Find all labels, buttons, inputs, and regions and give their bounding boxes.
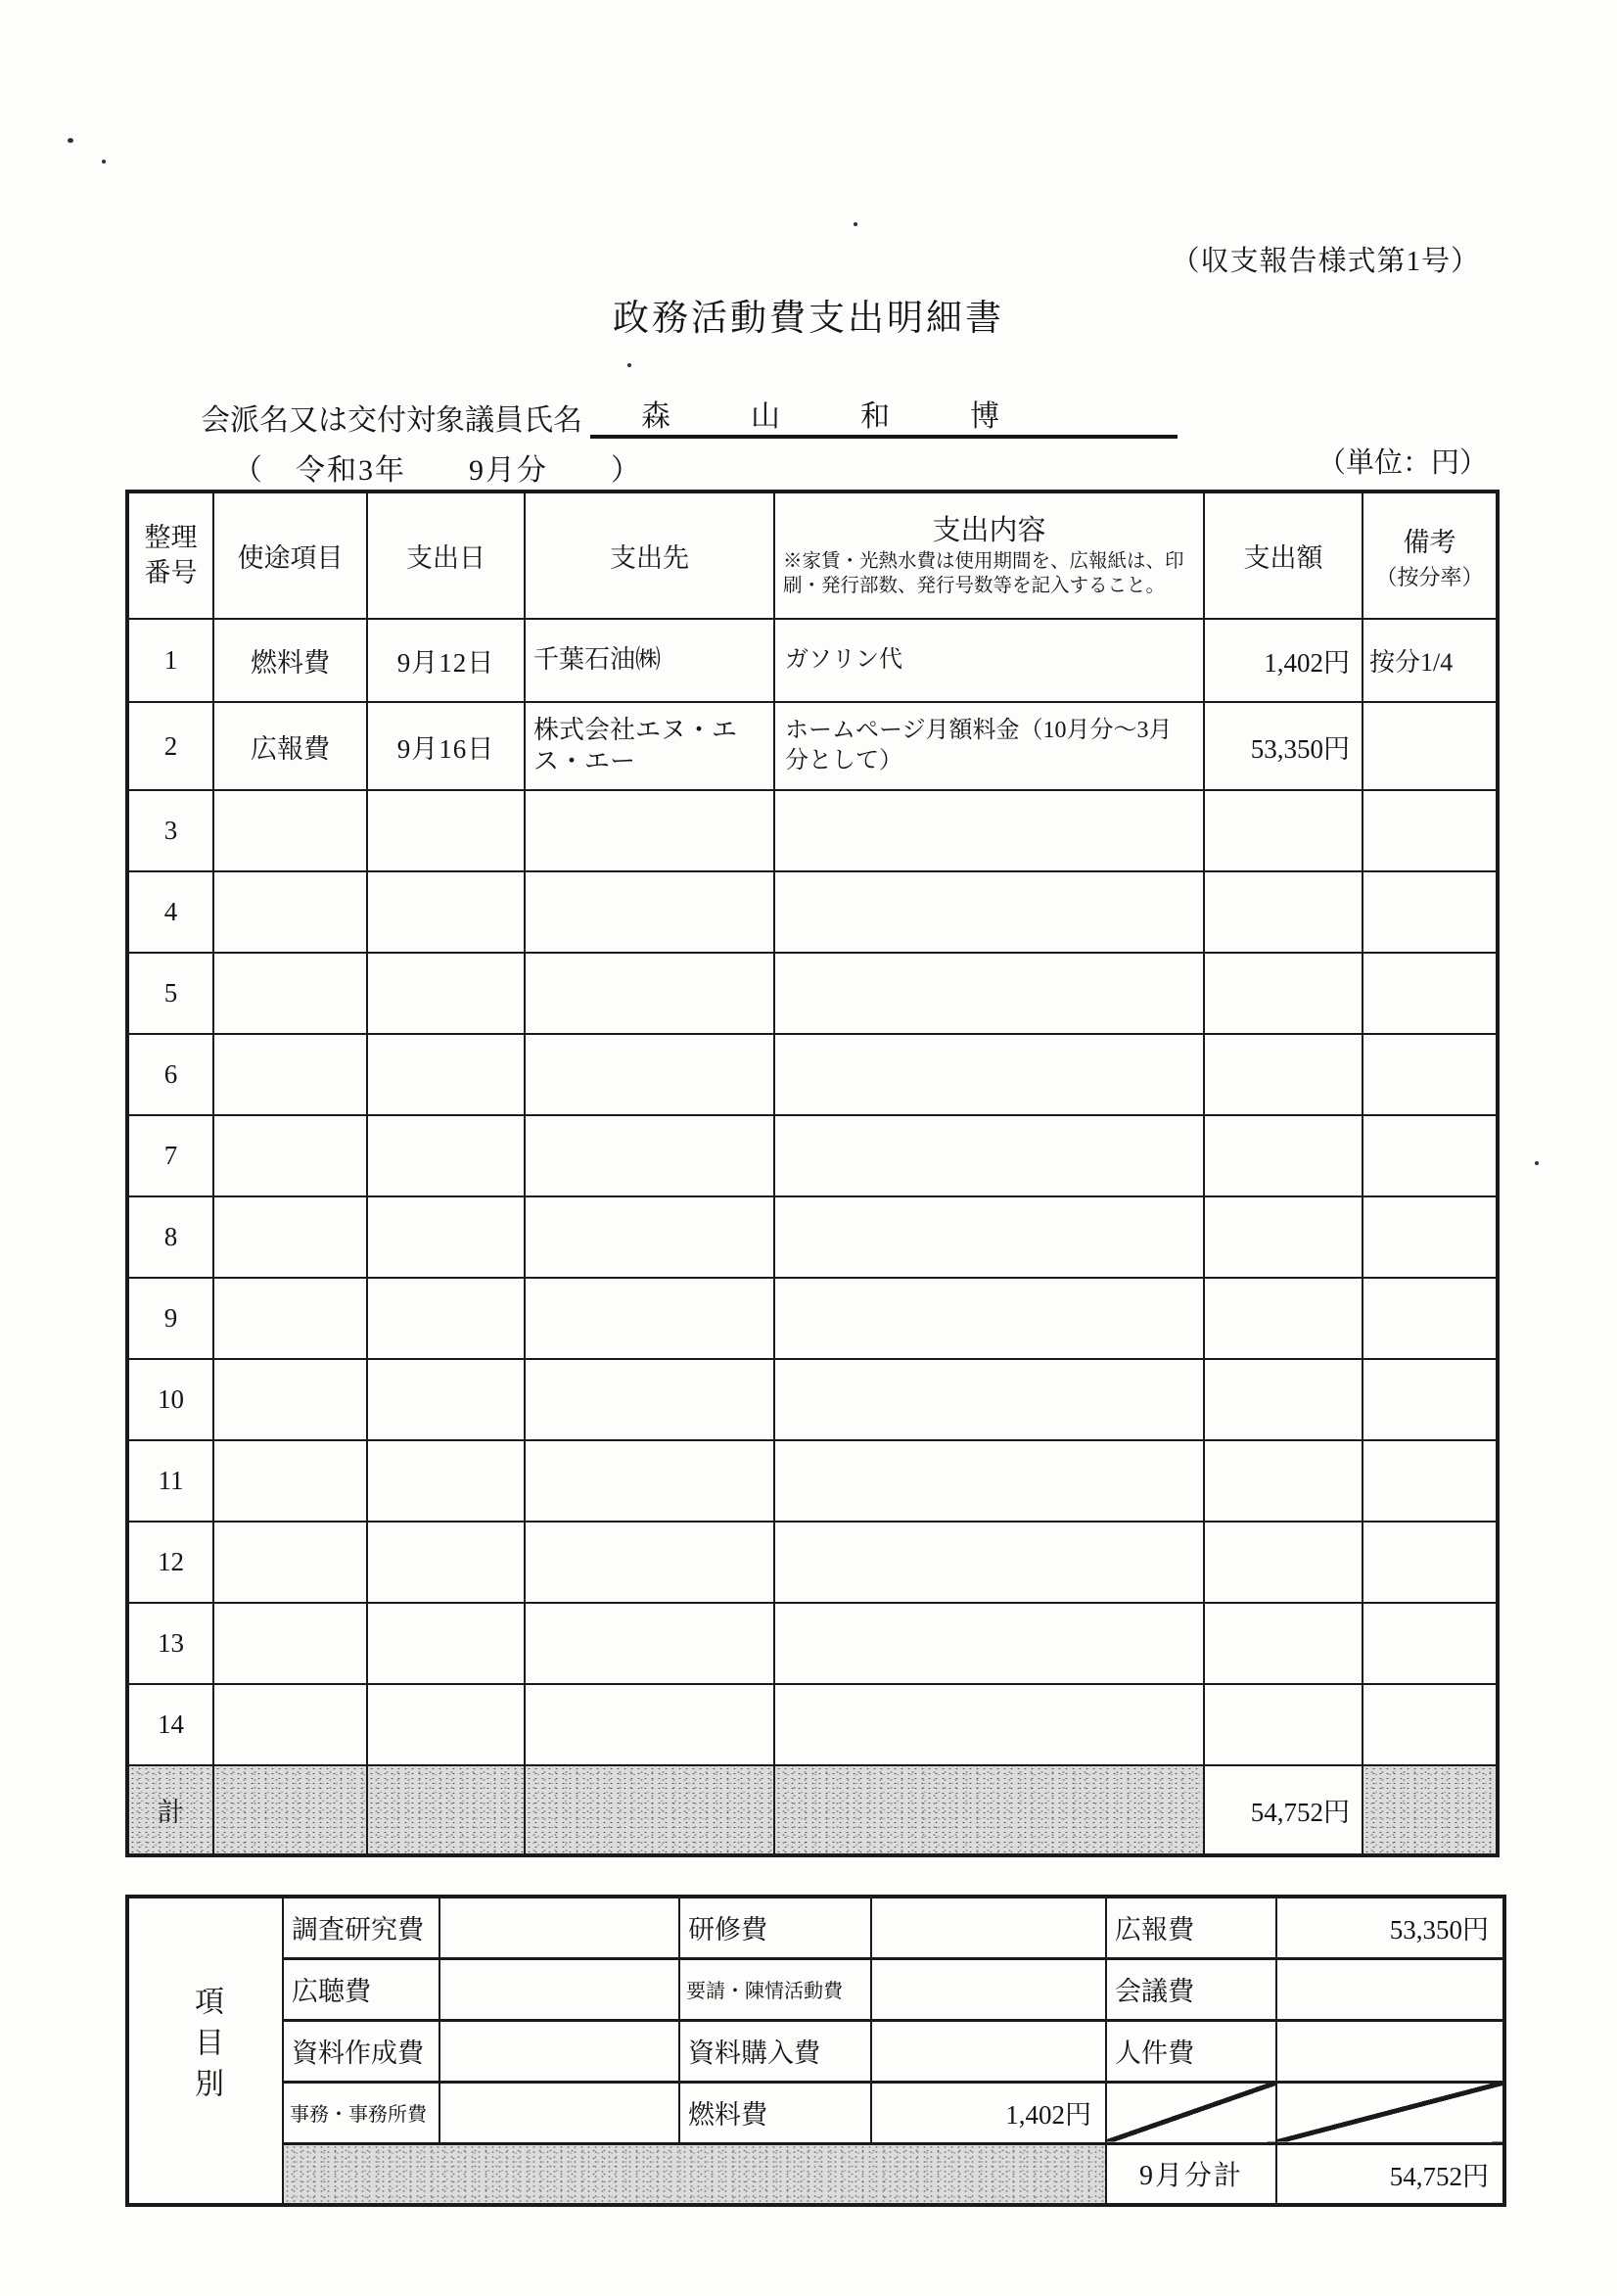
summary-value-cell — [1276, 2020, 1504, 2082]
scan-speck — [1535, 1161, 1539, 1165]
expense-row — [127, 702, 1498, 790]
cell-payee — [525, 953, 774, 1034]
summary-label-cell: 会議費 — [1106, 1958, 1276, 2020]
summary-value-cell — [439, 1958, 679, 2020]
cell-payee — [525, 790, 774, 871]
cell-content — [774, 1440, 1204, 1522]
cell-payee — [525, 1034, 774, 1115]
expense-row — [127, 1684, 1498, 1765]
cell-date — [367, 1522, 525, 1603]
cell-amount — [1204, 871, 1363, 953]
expense-header-row — [127, 492, 1498, 619]
summary-value-cell — [871, 1897, 1106, 1958]
cell-content — [774, 1196, 1204, 1278]
header-remarks-note: （按分率） — [1375, 564, 1484, 589]
summary-label-cell: 人件費 — [1106, 2020, 1276, 2082]
cell-no: 11 — [127, 1440, 213, 1522]
cell-no: 2 — [127, 702, 213, 790]
cell-date — [367, 953, 525, 1034]
cell-category — [213, 1440, 367, 1522]
cell-category — [213, 953, 367, 1034]
cell-date — [367, 1278, 525, 1359]
summary-side-label: 項目別 — [190, 1986, 222, 2109]
summary-total-shaded-cell — [283, 2143, 1106, 2205]
cell-remarks — [1363, 790, 1498, 871]
expense-row — [127, 790, 1498, 871]
cell-content — [774, 1684, 1204, 1765]
cell-content — [774, 953, 1204, 1034]
cell-no: 13 — [127, 1603, 213, 1684]
cell-category — [213, 1278, 367, 1359]
cell-amount — [1204, 1278, 1363, 1359]
summary-label-cell: 研修費 — [679, 1897, 871, 1958]
cell-amount: 1,402円 — [1204, 619, 1363, 702]
cell-content — [774, 1359, 1204, 1440]
cell-category — [213, 1115, 367, 1196]
cell-date — [367, 1603, 525, 1684]
cell-category — [213, 1196, 367, 1278]
cell-content — [774, 1115, 1204, 1196]
cell-content — [774, 1034, 1204, 1115]
summary-label-cell: 燃料費 — [679, 2082, 871, 2143]
summary-row-3 — [127, 2020, 1504, 2082]
cell-no: 10 — [127, 1359, 213, 1440]
cell-amount — [1204, 1196, 1363, 1278]
cell-remarks — [1363, 1115, 1498, 1196]
summary-value-cell — [871, 1958, 1106, 2020]
summary-struck-cell — [1276, 2082, 1504, 2143]
header-content-note: ※家賃・光熱水費は使用期間を、広報紙は、印刷・発行部数、発行号数等を記入すること。 — [783, 551, 1184, 596]
cell-category — [213, 790, 367, 871]
cell-remarks — [1363, 1603, 1498, 1684]
cell-payee: 千葉石油㈱ — [525, 619, 774, 702]
cell-no: 6 — [127, 1034, 213, 1115]
cell-payee — [525, 1196, 774, 1278]
cell-remarks — [1363, 1684, 1498, 1765]
cell-remarks — [1363, 1034, 1498, 1115]
summary-row-4 — [127, 2082, 1504, 2143]
cell-amount — [1204, 1115, 1363, 1196]
expense-row — [127, 1359, 1498, 1440]
cell-date — [367, 1115, 525, 1196]
summary-row-2 — [127, 1958, 1504, 2020]
header-amount: 支出額 — [1204, 492, 1363, 619]
expense-row — [127, 1603, 1498, 1684]
cell-date — [367, 1684, 525, 1765]
summary-total-row — [127, 2143, 1504, 2205]
cell-no: 7 — [127, 1115, 213, 1196]
expense-row — [127, 1115, 1498, 1196]
cell-amount: 53,350円 — [1204, 702, 1363, 790]
summary-value-cell — [439, 2082, 679, 2143]
member-name-value: 森 山 和 博 — [590, 392, 1178, 439]
cell-content — [774, 1522, 1204, 1603]
summary-total-value: 54,752円 — [1276, 2143, 1504, 2205]
expense-rows — [127, 619, 1498, 1765]
summary-label-cell: 資料購入費 — [679, 2020, 871, 2082]
cell-amount — [1204, 1359, 1363, 1440]
summary-row-1 — [127, 1897, 1504, 1958]
expense-row — [127, 1196, 1498, 1278]
header-content-title: 支出内容 — [932, 515, 1046, 547]
cell-payee — [525, 1684, 774, 1765]
header-category: 使途項目 — [213, 492, 367, 619]
cell-no: 8 — [127, 1196, 213, 1278]
expense-row — [127, 1440, 1498, 1522]
cell-no: 12 — [127, 1522, 213, 1603]
cell-content: ガソリン代 — [774, 619, 1204, 702]
scan-speck — [627, 363, 631, 367]
expense-row — [127, 1034, 1498, 1115]
summary-label-cell: 資料作成費 — [283, 2020, 439, 2082]
cell-category — [213, 1522, 367, 1603]
summary-value-cell: 53,350円 — [1276, 1897, 1504, 1958]
cell-no: 9 — [127, 1278, 213, 1359]
cell-content — [774, 1278, 1204, 1359]
cell-content — [774, 871, 1204, 953]
scan-speck — [68, 138, 73, 143]
cell-content — [774, 790, 1204, 871]
cell-payee — [525, 1359, 774, 1440]
cell-remarks — [1363, 702, 1498, 790]
cell-payee — [525, 1522, 774, 1603]
cell-category — [213, 1684, 367, 1765]
page-title: 政務活動費支出明細書 — [613, 299, 1004, 339]
summary-total-label: 9月分計 — [1106, 2143, 1276, 2205]
total-shaded-cell — [774, 1765, 1204, 1855]
cell-no: 4 — [127, 871, 213, 953]
cell-payee — [525, 871, 774, 953]
expense-row — [127, 1522, 1498, 1603]
header-payee: 支出先 — [525, 492, 774, 619]
cell-no: 1 — [127, 619, 213, 702]
expense-total-section — [127, 1765, 1498, 1855]
summary-label-cell: 要請・陳情活動費 — [679, 1958, 871, 2020]
scan-speck — [102, 160, 106, 164]
summary-label-cell: 広報費 — [1106, 1897, 1276, 1958]
total-label-cell: 計 — [127, 1765, 213, 1855]
summary-value-cell — [439, 1897, 679, 1958]
header-content — [774, 492, 1204, 619]
summary-label-cell: 事務・事務所費 — [283, 2082, 439, 2143]
expense-row — [127, 953, 1498, 1034]
expense-row — [127, 871, 1498, 953]
cell-date — [367, 1196, 525, 1278]
header-remarks-label: 備考 — [1403, 527, 1456, 557]
summary-struck-cell — [1106, 2082, 1276, 2143]
total-shaded-cell — [525, 1765, 774, 1855]
cell-payee — [525, 1278, 774, 1359]
summary-value-cell: 1,402円 — [871, 2082, 1106, 2143]
total-shaded-cell — [367, 1765, 525, 1855]
report-period: （ 令和3年 9月分 ） — [233, 454, 642, 487]
cell-date — [367, 1359, 525, 1440]
cell-amount — [1204, 1522, 1363, 1603]
cell-category — [213, 1359, 367, 1440]
header-date: 支出日 — [367, 492, 525, 619]
total-shaded-cell — [213, 1765, 367, 1855]
summary-side-cell — [127, 1897, 283, 2205]
expense-row — [127, 1278, 1498, 1359]
header-no-label: 整理番号 — [144, 523, 198, 587]
cell-payee — [525, 1603, 774, 1684]
cell-remarks — [1363, 1522, 1498, 1603]
cell-remarks — [1363, 1359, 1498, 1440]
summary-value-cell — [871, 2020, 1106, 2082]
cell-date: 9月12日 — [367, 619, 525, 702]
cell-content: ホームページ月額料金（10月分～3月分として） — [774, 702, 1204, 790]
cell-remarks — [1363, 871, 1498, 953]
form-code-label: （収支報告様式第1号） — [1171, 246, 1480, 277]
cell-category: 広報費 — [213, 702, 367, 790]
cell-category: 燃料費 — [213, 619, 367, 702]
cell-remarks: 按分1/4 — [1363, 619, 1498, 702]
summary-label-cell: 広聴費 — [283, 1958, 439, 2020]
cell-payee — [525, 1440, 774, 1522]
cell-date — [367, 1440, 525, 1522]
cell-date: 9月16日 — [367, 702, 525, 790]
cell-amount — [1204, 1603, 1363, 1684]
summary-value-cell — [1276, 1958, 1504, 2020]
summary-value-cell — [439, 2020, 679, 2082]
cell-remarks — [1363, 1440, 1498, 1522]
expense-total-row — [127, 1765, 1498, 1855]
cell-payee — [525, 1115, 774, 1196]
cell-category — [213, 1603, 367, 1684]
expense-detail-table — [125, 490, 1500, 1857]
summary-label-cell: 調査研究費 — [283, 1897, 439, 1958]
member-name-label: 会派名又は交付対象議員氏名 — [201, 404, 582, 437]
cell-remarks — [1363, 1278, 1498, 1359]
cell-payee: 株式会社エヌ・エス・エー — [525, 702, 774, 790]
cell-no: 14 — [127, 1684, 213, 1765]
total-amount-cell: 54,752円 — [1204, 1765, 1363, 1855]
header-no — [127, 492, 213, 619]
header-remarks — [1363, 492, 1498, 619]
total-shaded-cell — [1363, 1765, 1498, 1855]
cell-remarks — [1363, 953, 1498, 1034]
cell-no: 5 — [127, 953, 213, 1034]
unit-label: （単位：円） — [1317, 447, 1488, 479]
cell-category — [213, 1034, 367, 1115]
cell-category — [213, 871, 367, 953]
category-summary-table — [125, 1895, 1506, 2207]
cell-amount — [1204, 1684, 1363, 1765]
cell-date — [367, 790, 525, 871]
cell-amount — [1204, 1034, 1363, 1115]
cell-amount — [1204, 953, 1363, 1034]
expense-row — [127, 619, 1498, 702]
member-name-row — [201, 392, 1178, 439]
cell-date — [367, 1034, 525, 1115]
cell-amount — [1204, 790, 1363, 871]
cell-no: 3 — [127, 790, 213, 871]
cell-date — [367, 871, 525, 953]
cell-content — [774, 1603, 1204, 1684]
cell-amount — [1204, 1440, 1363, 1522]
cell-remarks — [1363, 1196, 1498, 1278]
scan-speck — [854, 222, 857, 226]
